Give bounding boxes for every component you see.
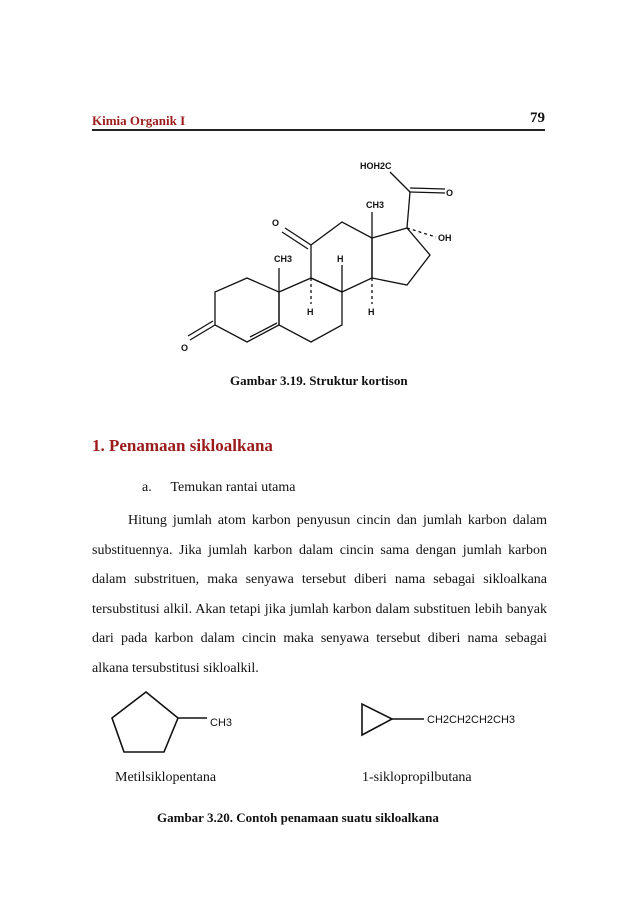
label-butyl-substituent: CH2CH2CH2CH3 <box>427 714 516 726</box>
figure-caption-3-19: Gambar 3.19. Struktur kortison <box>230 373 408 388</box>
ring-a <box>215 278 279 342</box>
label-ch3-substituent: CH3 <box>210 717 233 729</box>
label-ch3-top: CH3 <box>366 200 385 210</box>
cyclopropylbutane-structure <box>362 704 424 735</box>
label-o-bottom: O <box>181 343 189 353</box>
body-paragraph <box>92 506 547 683</box>
compound-name-left: Metilsiklopentana <box>115 770 217 785</box>
label-h-left: H <box>307 307 314 317</box>
label-hoh2c: HOH2C <box>360 161 392 171</box>
step-a-marker: a. <box>142 480 152 495</box>
label-o-top: O <box>446 188 454 198</box>
label-o-mid: O <box>272 218 280 228</box>
section-title: 1. Penamaan sikloalkana <box>92 436 273 455</box>
compound-name-right: 1-siklopropilbutana <box>362 770 472 785</box>
book-title: Kimia Organik I <box>92 113 186 128</box>
page-number: 79 <box>530 110 545 126</box>
label-h-top: H <box>337 254 344 264</box>
body-paragraph-text: Hitung jumlah atom karbon penyusun cincin dan jumlah karbon dalam substituennya. Jika jumlah karbon dalam cincin sama dengan jumlah karbon dalam substrituen, maka senyawa tersebut diberi nama sebagai sikloalkana tersubstitusi alkil. Akan tetapi jika jumlah karbon dalam substituen lebih banyak dari pada karbon dalam cincin maka senyawa tersebut diberi nama sebagai alkana tersubstitusi sikloalkil. <box>92 513 547 676</box>
step-a-text: Temukan rantai utama <box>170 480 296 495</box>
label-h-right: H <box>368 307 375 317</box>
label-ch3-mid: CH3 <box>274 254 293 264</box>
label-oh: OH <box>438 233 452 243</box>
cortisone-structure <box>188 172 445 342</box>
ring-d <box>372 228 430 285</box>
step-a <box>142 480 295 496</box>
figure-caption-3-20: Gambar 3.20. Contoh penamaan suatu sikloalkana <box>157 810 439 825</box>
methylcyclopentane-structure <box>112 692 207 752</box>
